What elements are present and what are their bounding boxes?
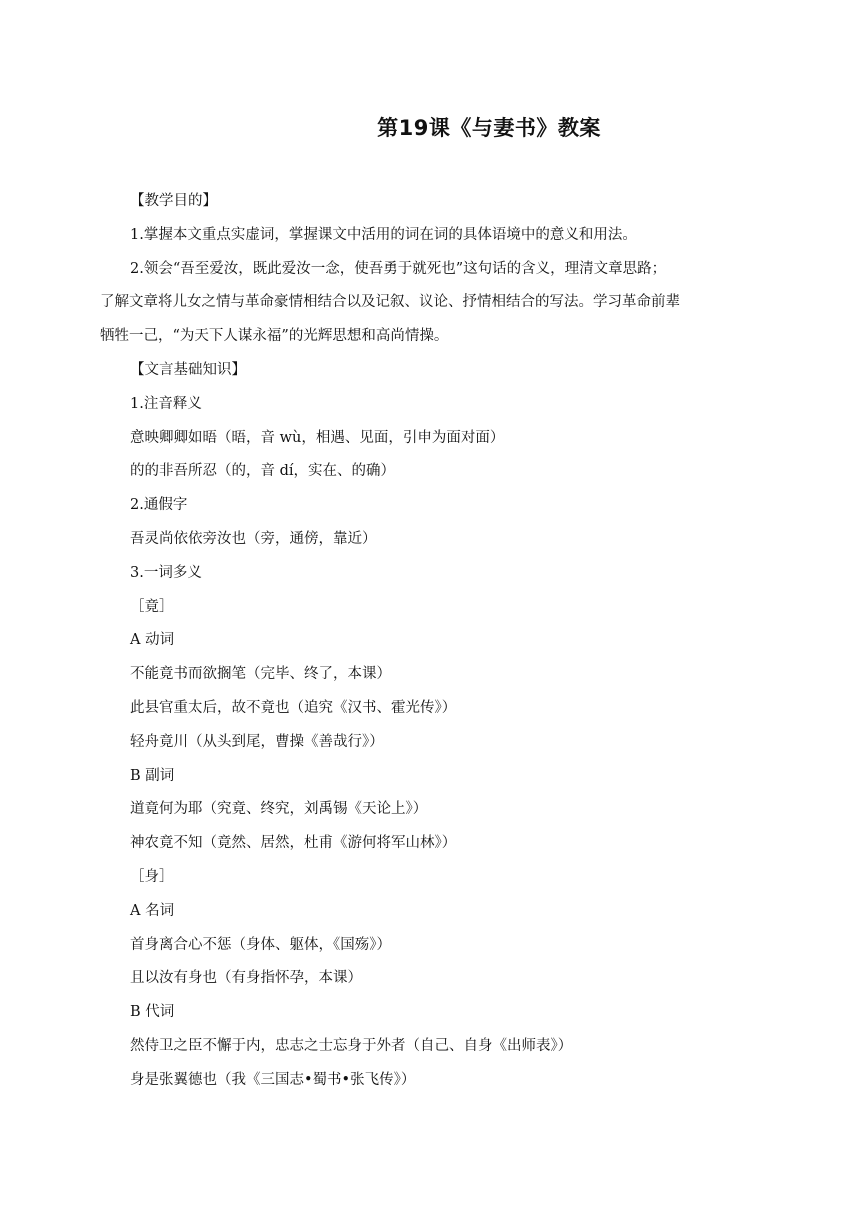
example-line: 吾灵尚依依旁汝也（旁，通傍，靠近）	[130, 530, 377, 547]
objective-item-1: 1.掌握本文重点实虚词，掌握课文中活用的词在词的具体语境中的意义和用法。	[130, 226, 637, 243]
section-heading-objectives: 【教学目的】	[130, 193, 217, 209]
objective-item-2-line-2: 了解文章将儿女之情与革命豪情相结合以及记叙、议论、抒情相结合的写法。学习革命前辈	[100, 294, 680, 311]
example-line: 然侍卫之臣不懈于内，忠志之士忘身于外者（自己、自身《出师表》）	[130, 1037, 573, 1054]
page-title: 第19课《与妻书》教案	[377, 116, 601, 140]
example-line: 的的非吾所忍（的，音 dí，实在、的确）	[130, 463, 396, 480]
example-line: 道竟何为耶（究竟、终究，刘禹锡《天论上》）	[130, 801, 428, 818]
example-line: 身是张翼德也（我《三国志•蜀书•张飞传》）	[130, 1071, 416, 1088]
example-line: 不能竟书而欲搁笔（完毕、终了，本课）	[130, 666, 391, 683]
part-of-speech-label: A 动词	[130, 632, 175, 649]
example-line: 意映卿卿如晤（晤，音 wù，相遇、见面，引申为面对面）	[130, 429, 505, 446]
word-heading-jing: ［竟］	[130, 598, 174, 615]
example-line: 首身离合心不惩（身体、躯体，《国殇》）	[130, 936, 391, 953]
subheading-loanword: 2.通假字	[130, 497, 188, 514]
word-heading-shen: ［身］	[130, 868, 174, 885]
part-of-speech-label: B 副词	[130, 767, 175, 784]
example-line: 且以汝有身也（有身指怀孕，本课）	[130, 970, 362, 987]
example-line: 此县官重太后，故不竟也（追究《汉书、霍光传》）	[130, 699, 457, 716]
section-heading-basics: 【文言基础知识】	[130, 361, 246, 378]
example-line: 轻舟竟川（从头到尾，曹操《善哉行》）	[130, 733, 384, 750]
objective-item-2-line-1: 2.领会“吾至爱汝，既此爱汝一念，使吾勇于就死也”这句话的含义，理清文章思路；	[130, 260, 667, 277]
part-of-speech-label: A 名词	[130, 902, 175, 919]
subheading-polysemy: 3.一词多义	[130, 564, 202, 581]
objective-item-2-line-3: 牺牲一己，“为天下人谋永福”的光辉思想和高尚情操。	[100, 328, 449, 345]
part-of-speech-label: B 代词	[130, 1004, 175, 1021]
subheading-pronunciation: 1.注音释义	[130, 395, 202, 412]
objective-item-2	[100, 253, 732, 354]
example-line: 神农竟不知（竟然、居然，杜甫《游何将军山林》）	[130, 835, 457, 852]
document-body	[100, 185, 732, 1098]
